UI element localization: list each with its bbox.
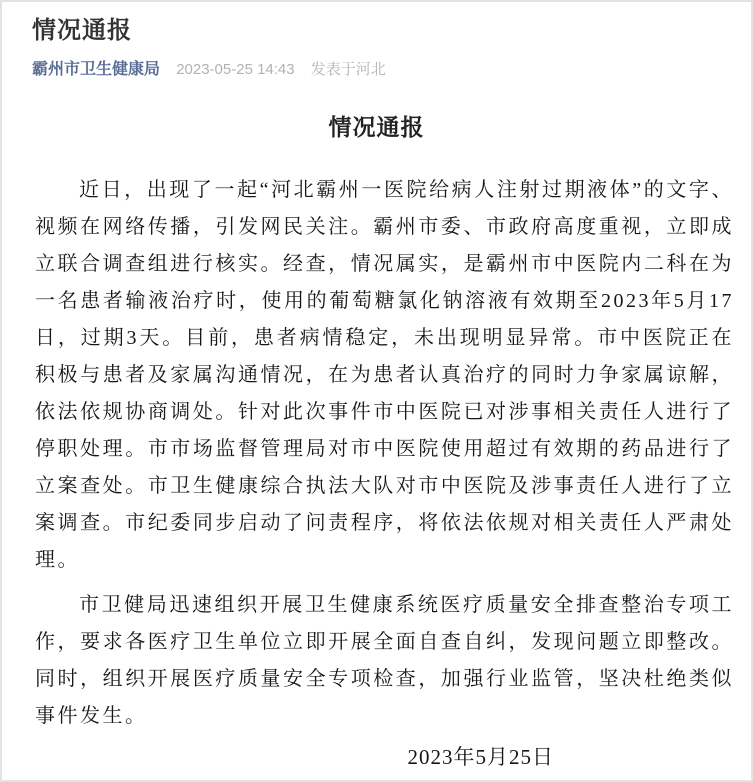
paragraph-2: 市卫健局迅速组织开展卫生健康系统医疗质量安全排查整治专项工作，要求各医疗卫生单位立即开展全面自查自纠，发现问题立即整改。同时，组织开展医疗质量安全专项检查，加强行业监管，坚决杜绝类似事件发生。 <box>35 594 734 727</box>
article-date: 2023年5月25日 <box>407 745 554 769</box>
publish-location: 发表于河北 <box>310 61 386 78</box>
account-name-link[interactable]: 霸州市卫生健康局 <box>32 61 161 78</box>
article-meta <box>32 60 721 80</box>
page-title: 情况通报 <box>32 17 132 44</box>
article-body <box>35 172 734 776</box>
publish-timestamp: 2023-05-25 14:43 <box>176 61 295 78</box>
article-heading: 情况通报 <box>328 114 425 140</box>
paragraph-1: 近日，出现了一起“河北霸州一医院给病人注射过期液体”的文字、视频在网络传播，引发网民关注。霸州市委、市政府高度重视，立即成立联合调查组进行核实。经查，情况属实，是霸州市中医院内二科在为一名患者输液治疗时，使用的葡萄糖氯化钠溶液有效期至2023年5月17日，过期3天。目前，患者病情稳定，未出现明显异常。市中医院正在积极与患者及家属沟通情况，在为患者认真治疗的同时力争家属谅解，依法依规协商调处。针对此次事件市中医院已对涉事相关责任人进行了停职处理。市市场监督管理局对市中医院使用超过有效期的药品进行了立案查处。市卫生健康综合执法大队对市中医院及涉事责任人进行了立案调查。市纪委同步启动了问责程序，将依法依规对相关责任人严肃处理。 <box>35 179 734 571</box>
